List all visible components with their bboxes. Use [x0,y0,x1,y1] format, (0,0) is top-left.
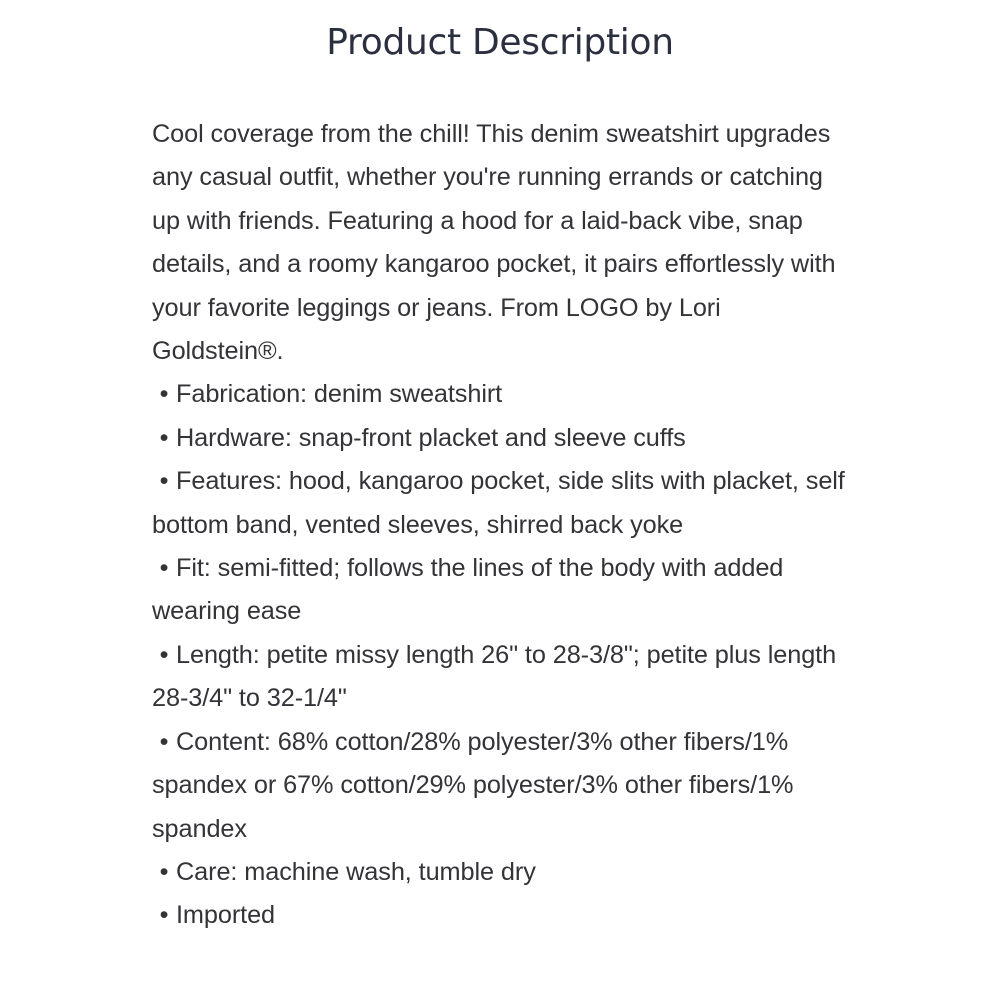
bullet-icon: • [159,554,169,583]
feature-item [152,460,857,547]
bullet-icon: • [159,640,169,669]
feature-item [152,721,857,851]
bullet-icon: • [159,727,169,756]
feature-item [152,634,857,721]
feature-text: Care: machine wash, tumble dry [176,857,536,886]
feature-text: Length: petite missy length 26" to 28-3/8"; petite plus length 28-3/4" to 32-1/4" [152,640,837,713]
feature-text: Fit: semi-fitted; follows the lines of the body with added wearing ease [152,554,784,626]
bullet-icon: • [159,380,169,409]
feature-text: Imported [176,901,276,930]
feature-text: Hardware: snap-front placket and sleeve cuffs [176,423,686,452]
feature-item [152,894,857,937]
description-paragraph: Cool coverage from the chill! This denim sweatshirt upgrades any casual outfit, whether you're running errands or catching up with friends. Featuring a hood for a laid-back vibe, snap details, and a roomy kangaroo pocket, it pairs effortlessly with your favorite leggings or jeans. From LOGO by Lori Goldstein®. [152,120,836,366]
product-description-body [152,113,857,938]
feature-item [152,373,857,416]
bullet-icon: • [159,423,169,452]
feature-text: Content: 68% cotton/28% polyester/3% other fibers/1% spandex or 67% cotton/29% polyester/3% other fibers/1% spandex [152,727,794,843]
feature-item [152,851,857,894]
feature-item [152,417,857,460]
bullet-icon: • [159,901,169,930]
bullet-icon: • [159,857,169,886]
bullet-icon: • [159,467,169,496]
feature-item [152,547,857,634]
feature-text: Fabrication: denim sweatshirt [176,380,503,409]
feature-list [152,373,857,937]
page-title: Product Description [326,22,674,63]
feature-text: Features: hood, kangaroo pocket, side slits with placket, self bottom band, vented sleeves, shirred back yoke [152,467,845,539]
